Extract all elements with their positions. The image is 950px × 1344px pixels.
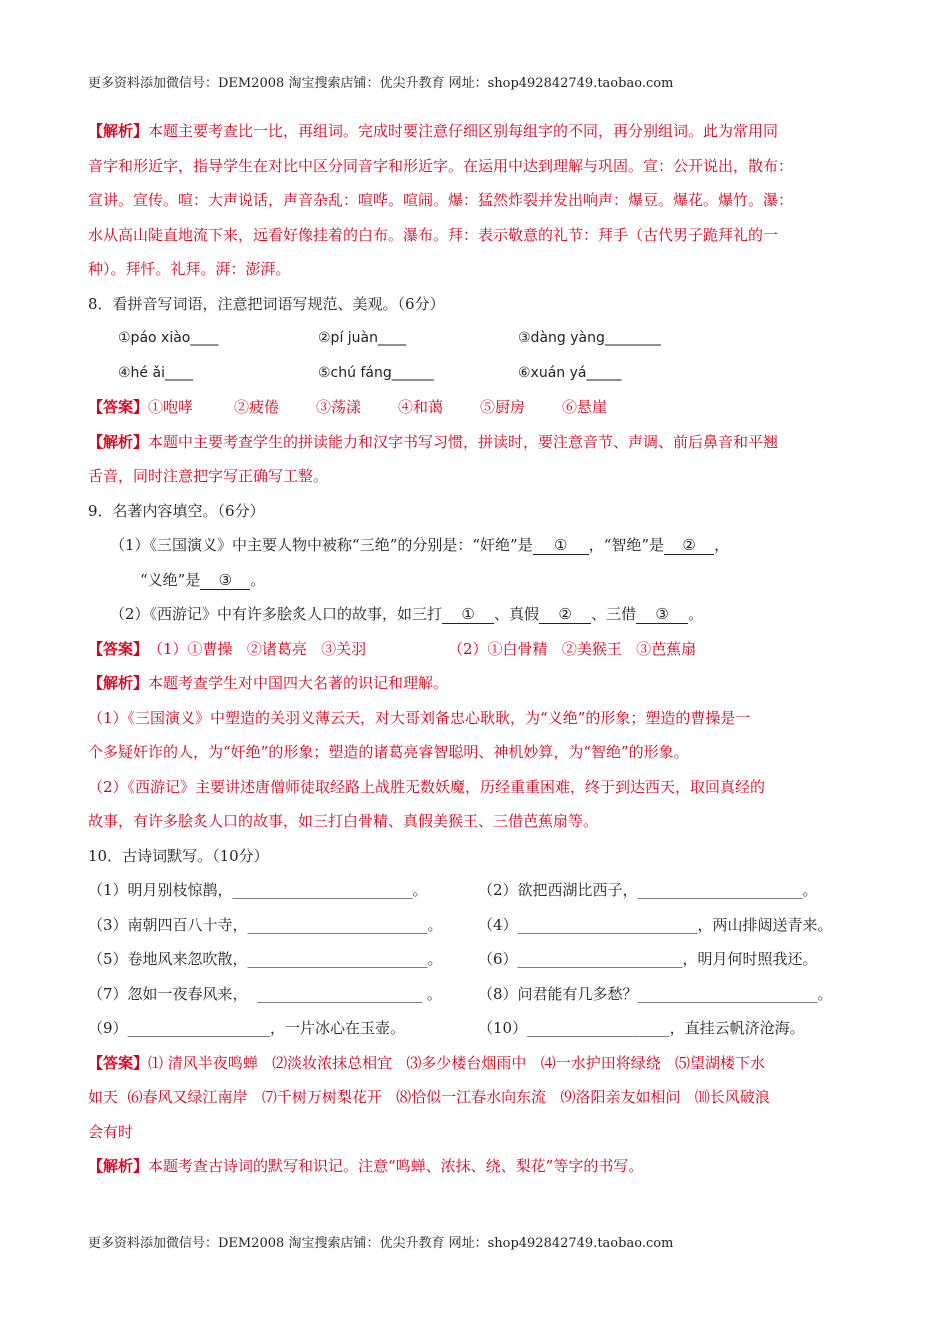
- q9-blank-3: ③: [200, 571, 250, 590]
- q10-answer-line-3: 会有时: [88, 1122, 134, 1141]
- q7-analysis-line-5: 种）。拜忏。礼拜。湃：澎湃。: [88, 260, 291, 278]
- q9-analysis-line-1: （1）《三国演义》中塑造的关羽义薄云天，对大哥刘备忠心耿耿，为“义绝”的形象；塑造的曹操是一: [88, 708, 751, 727]
- q8-item-2: ②pí juàn____: [318, 330, 406, 346]
- q8-pinyin-row-1: [88, 321, 858, 356]
- q9-blank-4: ①: [442, 605, 494, 624]
- q8-item-3: ③dàng yàng________: [518, 330, 661, 346]
- q9-answer: 【答案】（1）①曹操 ②诸葛亮 ③关羽 （2）①白骨精 ②美猴王 ③芭蕉扇: [88, 639, 697, 658]
- answer-tag: 【答案】: [88, 398, 149, 416]
- q7-analysis-line-2: 音字和形近字，指导学生在对比中区分同音字和形近字。在运用中达到理解与巩固。宣：公开说出，散布：: [88, 156, 794, 175]
- q9-part-2: （2）《西游记》中有许多脍炙人口的故事，如三打 ① 、真假 ② 、三借 ③ 。: [110, 605, 704, 623]
- q9-analysis: 【解析】本题考查学生对中国四大名著的识记和理解。: [88, 674, 449, 692]
- q8-title: 8．看拼音写词语，注意把词语写规范、美观。（6分）: [88, 294, 445, 313]
- q8-item-6: ⑥xuán yá_____: [518, 364, 622, 381]
- q10-row-4: （7）忽如一夜春风来， ______________________ 。 （8）问君能有几多愁？________________________。: [88, 984, 833, 1003]
- q9-analysis-line-3: （2）《西游记》主要讲述唐僧师徒取经路上战胜无数妖魔，历经重重困难，终于到达西天，取回真经的: [88, 777, 766, 796]
- q9-blank-5: ②: [539, 605, 591, 624]
- q9-title: 9．名著内容填空。（6分）: [88, 501, 265, 520]
- q9-part-1-cont: “义绝”是 ③ 。: [140, 570, 266, 589]
- analysis-tag: 【解析】: [88, 122, 149, 140]
- content: [88, 114, 858, 1184]
- q10-row-3: （5）卷地风来忽吹散，________________________。 （6）______________________，明月何时照我还。: [88, 950, 818, 968]
- page-header: 更多资料添加微信号：DEM2008 淘宝搜索店铺：优尖升教育 网址：shop492842749.taobao.com: [88, 76, 674, 91]
- q8-item-5: ⑤chú fáng______: [318, 364, 434, 381]
- q9-blank-2: ②: [664, 536, 714, 555]
- q9-blank-6: ③: [636, 605, 688, 624]
- q10-row-5: （9）___________________，一片冰心在玉壶。 （10）___________________，直挂云帆济沧海。: [88, 1019, 805, 1037]
- q9-blank-1: ①: [533, 536, 589, 555]
- q10-analysis: 【解析】本题考查古诗词的默写和识记。注意“鸣蝉、浓抹、绕、梨花”等字的书写。: [88, 1157, 644, 1175]
- q9-analysis-line-2: 个多疑奸诈的人，为“奸绝”的形象；塑造的诸葛亮睿智聪明、神机妙算，为“智绝”的形象。: [88, 743, 689, 761]
- q10-answer-line-2: 如天 ⑹春风又绿江南岸 ⑺千树万树梨花开 ⑻恰似一江春水向东流 ⑼洛阳亲友如相问 ⑽长风破浪: [88, 1088, 770, 1106]
- q8-answer: 【答案】①咆哮 ②疲倦 ③荡漾 ④和蔼 ⑤厨房 ⑥悬崖: [88, 398, 608, 416]
- q8-pinyin-row-2: [88, 356, 858, 391]
- q7-analysis-line-3: 宣讲。宣传。喧：大声说话，声音杂乱：喧哗。喧闹。爆：猛然炸裂并发出响声：爆豆。爆花。爆竹。瀑：: [88, 191, 794, 209]
- q8-item-1: ①páo xiào____: [118, 330, 219, 346]
- q7-analysis-line-4: 水从高山陡直地流下来，远看好像挂着的白布。瀑布。拜：表示敬意的礼节：拜手（古代男子跪拜礼的一: [88, 225, 779, 244]
- q8-analysis-line-2: 舌音，同时注意把字写正确写工整。: [88, 467, 329, 485]
- q7-analysis-line-1: 【解析】本题主要考查比一比，再组词。完成时要注意仔细区别每组字的不同，再分别组词。此为常用同: [88, 122, 779, 140]
- q8-analysis-line-1: 【解析】本题中主要考查学生的拼读能力和汉字书写习惯，拼读时，要注意音节、声调、前后鼻音和平翘: [88, 432, 779, 451]
- q8-item-4: ④hé ǎi____: [118, 364, 193, 381]
- q9-part-1: （1）《三国演义》中主要人物中被称“三绝”的分别是：“奸绝”是 ① ，“智绝”是 ② ，: [110, 536, 730, 554]
- q10-title: 10．古诗词默写。（10分）: [88, 846, 269, 865]
- page-footer: 更多资料添加微信号：DEM2008 淘宝搜索店铺：优尖升教育 网址：shop492842749.taobao.com: [88, 1236, 674, 1251]
- q10-row-1: （1）明月别枝惊鹊，________________________。 （2）欲把西湖比西子，______________________。: [88, 881, 818, 899]
- q10-answer-line-1: 【答案】⑴ 清风半夜鸣蝉 ⑵淡妆浓抹总相宜 ⑶多少楼台烟雨中 ⑷一水护田将绿绕 ⑸望湖楼下水: [88, 1053, 766, 1072]
- q10-row-2: （3）南朝四百八十寺，________________________。 （4）________________________，两山排闼送青来。: [88, 915, 833, 934]
- q9-analysis-line-4: 故事，有许多脍炙人口的故事，如三打白骨精、真假美猴王、三借芭蕉扇等。: [88, 812, 599, 830]
